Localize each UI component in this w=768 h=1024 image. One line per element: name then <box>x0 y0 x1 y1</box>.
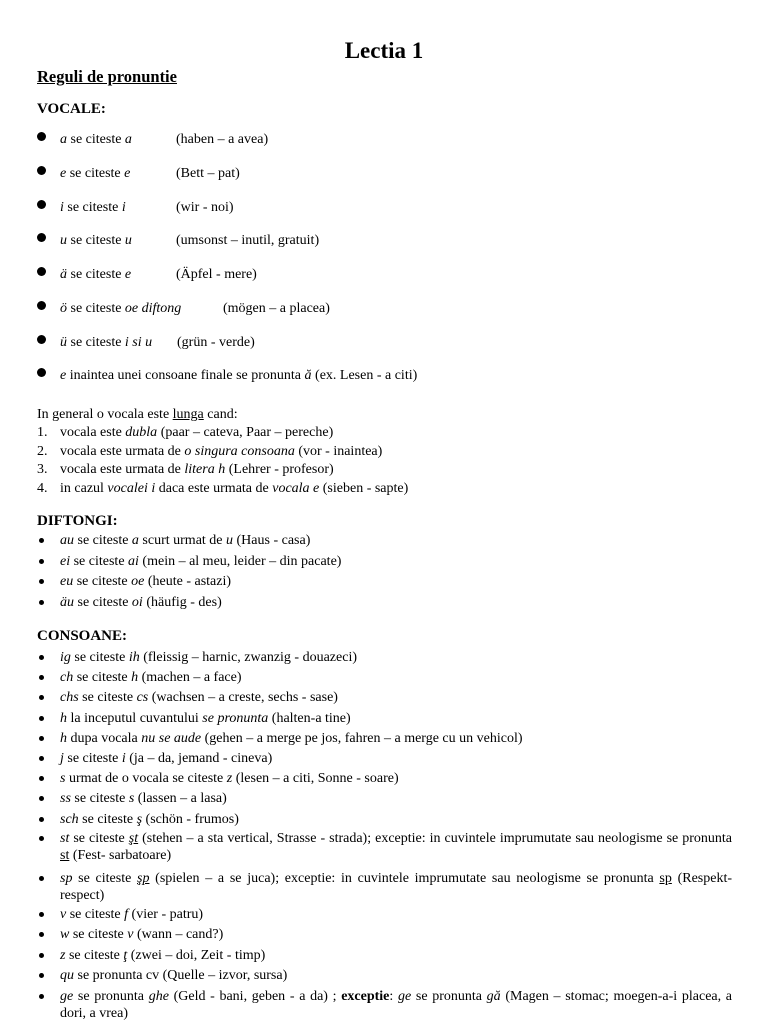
vocale-item <box>60 334 255 351</box>
bullet-icon <box>39 817 44 822</box>
text-fragment: f <box>124 907 129 922</box>
text-fragment: se citeste <box>70 791 129 807</box>
bullet-icon <box>39 600 44 605</box>
bullet-icon <box>37 132 46 141</box>
bullet-icon <box>39 973 44 978</box>
text-fragment: (paar – cateva, Paar – pereche) <box>157 425 334 440</box>
text-fragment: eu <box>60 574 74 589</box>
text-fragment: (lesen – a citi, Sonne - soare) <box>232 771 399 787</box>
consoane-item-st: st se citeste şt (stehen – a sta vertical, Strasse - strada); exceptie: in cuvintele imprumutate sau neologisme se pronunta st (Fest- sarbatoare) <box>60 831 733 863</box>
text-fragment: oi <box>131 594 143 610</box>
text-fragment: u <box>60 233 67 249</box>
text-fragment: se pronunta cv (Quelle – izvor, sursa) <box>74 967 288 983</box>
list-item <box>60 532 310 549</box>
text-fragment: (sieben - sapte) <box>319 480 409 496</box>
text-fragment: z <box>60 947 66 963</box>
list-item <box>60 649 357 666</box>
text-fragment: litera h <box>184 462 226 477</box>
text-fragment: in cazul <box>60 480 108 496</box>
text-fragment: oe diftong <box>124 301 182 316</box>
section-subtitle: Reguli de pronuntie <box>37 67 177 86</box>
bullet-icon <box>37 368 46 377</box>
list-number: 1. <box>37 425 48 440</box>
text-fragment: (gehen – a merge pe jos, fahren – a merge cu un vehicol) <box>201 730 523 746</box>
list-item <box>60 906 203 923</box>
text-fragment: vocala este urmata de <box>60 462 185 477</box>
text-fragment: (lassen – a lasa) <box>134 791 227 807</box>
text-fragment: ai <box>128 553 139 569</box>
text-fragment: dupa vocala <box>67 730 142 746</box>
text-fragment: vocala este <box>60 425 126 440</box>
text-fragment: se citeste <box>66 165 125 181</box>
text-fragment: (machen – a face) <box>138 670 242 686</box>
bullet-icon <box>37 166 46 175</box>
text-fragment: sch <box>60 811 79 827</box>
text-fragment: ö <box>60 301 67 316</box>
example-text: (Bett – pat) <box>176 165 240 181</box>
text-fragment: s <box>60 771 66 787</box>
list-item <box>60 669 242 686</box>
bullet-icon <box>39 695 44 700</box>
bullet-icon <box>39 953 44 958</box>
text-fragment: se citeste <box>63 751 122 766</box>
vocale-item <box>60 165 240 182</box>
bullet-icon <box>37 200 46 209</box>
list-item <box>60 594 222 611</box>
vocale-last-item: e inaintea unei consoane finale se pronunta ă (ex. Lesen - a citi) <box>60 368 418 383</box>
text-fragment: s <box>128 791 135 807</box>
bullet-icon <box>39 675 44 680</box>
text-fragment: u <box>124 233 132 249</box>
text-fragment: ei <box>60 553 71 569</box>
text-fragment: se citeste <box>67 233 125 249</box>
bullet-icon <box>39 912 44 917</box>
text-fragment: z <box>226 771 233 787</box>
list-item <box>60 689 338 706</box>
text-fragment: se citeste <box>70 650 129 665</box>
text-fragment: u <box>226 533 234 548</box>
text-fragment: se citeste <box>66 907 125 922</box>
text-fragment: ih <box>128 650 140 665</box>
list-item <box>60 947 265 964</box>
vocale-item <box>60 300 330 317</box>
consoane-item-ge: ge se pronunta ghe (Geld - bani, geben - a da) ; exceptie: ge se pronunta gă (Magen – stomac; moegen-a-i placea, a dori, a vrea) <box>60 989 733 1021</box>
text-fragment: (schön - frumos) <box>142 811 239 827</box>
bullet-icon <box>37 267 46 276</box>
list-item <box>60 573 231 590</box>
text-fragment: w <box>60 927 70 943</box>
text-fragment: se citeste <box>78 690 137 706</box>
consoane-heading: CONSOANE: <box>37 628 128 644</box>
vocale-item <box>60 232 320 249</box>
bullet-icon <box>37 335 46 344</box>
text-fragment: h <box>131 670 139 686</box>
text-fragment: se citeste <box>67 301 125 316</box>
text-fragment: se pronunta <box>202 710 269 726</box>
text-fragment: j <box>60 751 64 766</box>
text-fragment: qu <box>60 967 74 983</box>
text-fragment: (Lehrer - profesor) <box>225 462 334 477</box>
text-fragment: i <box>121 199 126 215</box>
list-item <box>60 750 272 767</box>
text-fragment: cs <box>136 690 149 706</box>
text-fragment: ig <box>60 650 71 665</box>
text-fragment: chs <box>60 690 79 706</box>
example-text: (haben – a avea) <box>176 132 269 147</box>
text-fragment: au <box>60 533 74 548</box>
bullet-icon <box>39 655 44 660</box>
text-fragment: i si u <box>124 334 153 350</box>
text-fragment: se citeste <box>74 533 132 548</box>
bullet-icon <box>39 559 44 564</box>
text-fragment: vocala este urmata de <box>60 443 185 459</box>
bullet-icon <box>39 836 44 841</box>
text-fragment: ch <box>60 670 74 686</box>
text-fragment: (Haus - casa) <box>233 533 311 548</box>
text-fragment: oe <box>131 574 145 589</box>
lunga-item <box>60 443 382 460</box>
bullet-icon <box>39 776 44 781</box>
text-fragment: ss <box>60 791 71 807</box>
list-number: 4. <box>37 480 48 496</box>
text-fragment: dubla <box>125 425 158 440</box>
text-fragment: ţ <box>123 947 128 963</box>
text-fragment: h <box>60 710 67 726</box>
lunga-item <box>60 461 334 478</box>
bullet-icon <box>37 301 46 310</box>
text-fragment: se citeste <box>67 132 125 147</box>
text-fragment: (vor - inaintea) <box>294 443 383 459</box>
text-fragment: a <box>131 533 139 548</box>
text-fragment: (heute - astazi) <box>144 574 232 589</box>
text-fragment: ü <box>60 334 67 350</box>
text-fragment: h <box>60 730 67 746</box>
text-fragment: se citeste <box>67 267 125 283</box>
text-fragment: v <box>127 927 134 943</box>
text-fragment: (zwei – doi, Zeit - timp) <box>127 947 266 963</box>
text-fragment: o singura consoana <box>184 443 295 459</box>
lunga-item <box>60 480 408 497</box>
text-fragment: se citeste <box>74 594 132 610</box>
bullet-icon <box>39 994 44 999</box>
list-item <box>60 811 239 828</box>
bullet-icon <box>39 876 44 881</box>
text-fragment: la inceputul cuvantului <box>67 710 203 726</box>
text-fragment: ş <box>136 811 143 827</box>
bullet-icon <box>39 796 44 801</box>
text-fragment: vocala e <box>272 480 320 496</box>
list-item <box>60 967 287 984</box>
text-fragment: daca este urmata de <box>155 480 273 496</box>
text-fragment: (ja – da, jemand - cineva) <box>125 751 273 766</box>
list-item <box>60 730 523 747</box>
lunga-intro: In general o vocala este lunga cand: <box>37 407 238 422</box>
list-item <box>60 926 223 943</box>
list-number: 2. <box>37 443 48 459</box>
text-fragment: se citeste <box>69 927 128 943</box>
list-item <box>60 770 399 787</box>
bullet-icon <box>39 736 44 741</box>
text-fragment: vocalei i <box>107 480 156 496</box>
text-fragment: (halten-a tine) <box>268 710 351 726</box>
text-fragment: se citeste <box>67 334 125 350</box>
consoane-item-sp: sp se citeste şp (spielen – a se juca); exceptie: in cuvintele imprumutate sau neologisme se pronunta sp (Respekt-respect) <box>60 871 732 903</box>
text-fragment: se citeste <box>78 811 137 827</box>
text-fragment: ä <box>60 267 67 283</box>
text-fragment: e <box>60 165 67 181</box>
text-fragment: a <box>124 132 132 147</box>
list-number: 3. <box>37 462 48 477</box>
text-fragment: e <box>124 165 131 181</box>
text-fragment: äu <box>60 594 74 610</box>
text-fragment: urmat de o vocala se citeste <box>65 771 227 787</box>
text-fragment: se citeste <box>63 199 122 215</box>
example-text: (umsonst – inutil, gratuit) <box>176 233 320 249</box>
vocale-item <box>60 199 234 216</box>
text-fragment: se citeste <box>70 553 129 569</box>
text-fragment: i <box>121 751 126 766</box>
vocale-heading: VOCALE: <box>37 101 106 117</box>
text-fragment: (häufig - des) <box>142 594 222 610</box>
text-fragment: i <box>60 199 64 215</box>
text-fragment: v <box>60 907 67 922</box>
example-text: (grün - verde) <box>177 334 255 350</box>
bullet-icon <box>39 756 44 761</box>
text-fragment: (wann – cand?) <box>133 927 224 943</box>
vocale-item <box>60 131 269 148</box>
bullet-icon <box>39 716 44 721</box>
text-fragment: scurt urmat de <box>138 533 227 548</box>
text-fragment: e <box>124 267 132 283</box>
bullet-icon <box>39 538 44 543</box>
text-fragment: se citeste <box>73 670 132 686</box>
text-fragment: nu se aude <box>141 730 202 746</box>
text-fragment: (fleissig – harnic, zwanzig - douazeci) <box>139 650 357 665</box>
text-fragment: se citeste <box>65 947 124 963</box>
text-fragment: a <box>60 132 67 147</box>
text-fragment: se citeste <box>73 574 132 589</box>
example-text: (Äpfel - mere) <box>176 267 257 283</box>
bullet-icon <box>37 233 46 242</box>
diftongi-heading: DIFTONGI: <box>37 513 118 529</box>
bullet-icon <box>39 579 44 584</box>
example-text: (mögen – a placea) <box>223 301 330 316</box>
vocale-item <box>60 266 257 283</box>
text-fragment: (vier - patru) <box>128 907 204 922</box>
page-title: Lectia 1 <box>344 38 424 63</box>
text-fragment: (wachsen – a creste, sechs - sase) <box>148 690 338 706</box>
example-text: (wir - noi) <box>176 199 234 215</box>
list-item <box>60 553 341 570</box>
list-item <box>60 790 227 807</box>
list-item <box>60 710 351 727</box>
lunga-item <box>60 424 333 441</box>
bullet-icon <box>39 932 44 937</box>
text-fragment: (mein – al meu, leider – din pacate) <box>138 553 342 569</box>
